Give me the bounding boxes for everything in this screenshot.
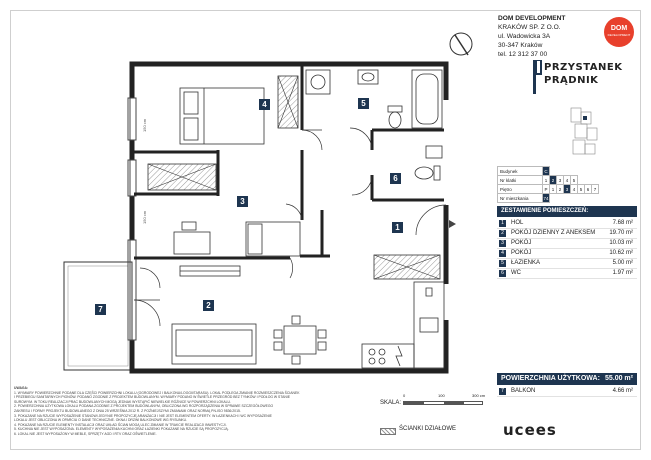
project-logo [532,58,632,98]
note-line: 6. LOKAL NIE JEST WYPOSAŻONY W MEBLE, SPRZĘTY AGD I RTV ORAZ OŚWIETLENIE. [14,431,157,436]
balcony-row [497,387,637,397]
scale-bar [403,401,483,405]
sofa [172,324,256,364]
info-cell: 7 [592,185,599,194]
notes-lines [14,391,370,437]
info-row-label: Nr klatki [498,176,543,185]
room-name: HOL [511,220,524,226]
note-line: I PRZEBIEGU SANITARNYCH PIONÓW. PODANO ZGODNIE Z PROJEKTEM BUDOWLANYM. WYMIARY PODANO W ŚWIETLE PRZEGRÓD BEZ TYNKÓW I PODŁOG W STANIE [14,395,291,400]
company-phone: tel. 12 312 37 00 [498,51,548,58]
note-line: SUROWYM. W TOKU REALIZACJI PRAC BUDOWLANYCH MOGĄ JEDNAK WYSTĄPIĆ NIEWIELKIE RÓŻNICE W POWIERZCHNI LOKALU. [14,399,231,404]
building-location-sketch [565,104,605,160]
logo-mark-icon [532,60,542,96]
info-cell: 2 [550,176,557,185]
dim-label: 150 cm [142,118,147,132]
room-number: 3 [499,240,506,247]
balcony-area [64,262,132,370]
company-city: 30-347 Kraków [498,42,543,49]
balcony-number: 7 [499,388,506,395]
electric-mark-icon [396,346,402,366]
info-cell: C [544,168,548,174]
wc-sink [426,146,442,158]
note-line: 2. POWIERZCHNIA UŻYTKOWA LOKALU PODANA ZGODNIE Z PROJEKTEM BUDOWLANYM, OBLICZONA WG ROZPORZĄDZENIA W SPRAWIE SZCZEGÓŁOWEGO [14,404,274,409]
room-area: 19.70 m² [609,230,633,236]
balcony-area-value: 4.66 m² [612,388,633,394]
note-line: 4. POKAZANE NA RZUCIE ELEMENTY INSTALACJI ORAZ UKŁAD ŚCIAN MOGĄ ULEC ZMIANIE W TRAKCIE REALIZACJI INWESTYCJI. [14,422,227,427]
bed-room3 [246,222,300,256]
info-row-label: Piętro [498,185,543,194]
scale-tick: 0 [403,393,406,398]
room-label-4: 4 [259,99,270,110]
company-street: ul. Wadowicka 3A [498,33,551,40]
bathtub [412,70,442,128]
note-line: 1. WYMIARY POWIERZCHNIE PODANE DLA CZĘŚCI POWIERZCHNI LOKALU (OGRODOWEJ I BALKONU/LOGGII/TARASU). LOKAL PODLEGA ZMIANIE ROZMIESZCZENIA ŚCIANEK [14,390,300,395]
entrance-arrow-icon [449,220,456,228]
washing-machine [306,70,330,94]
room-row [497,219,637,229]
info-cell: 1 [543,176,550,185]
room-number: 1 [499,220,506,227]
scale-tick: 100 [438,393,445,398]
info-row [498,194,599,203]
partition-wall-legend-icon [380,428,396,435]
info-row [498,167,599,176]
info-row-label: Budynek [498,167,543,176]
company-subname: KRAKÓW SP. Z O.O. [498,24,561,31]
note-line: 3. POKAZANE NA RZUCIE WYPOSAŻENIE STANOWI JEDYNIE PROPOZYCJĘ ARANŻACJI I NIE JEST ELEMENTEM OFERTY. W ŁAZIENKACH I WC WYPOSAŻENIE [14,413,272,418]
apartment-info-table [497,166,599,203]
room-number: 4 [499,250,506,257]
room-number: 2 [499,230,506,237]
room-label-6: 6 [390,173,401,184]
room-area: 10.03 m² [609,240,633,246]
scale-label: SKALA: [380,400,402,406]
room-name: POKÓJ DZIENNY Z ANEKSEM [511,230,596,236]
info-cell: 74 [543,195,549,201]
room-label-3: 3 [237,196,248,207]
info-row [498,185,599,194]
info-cell: 6 [585,185,592,194]
info-cell: 1 [550,185,557,194]
info-cell: 2 [557,185,564,194]
ucees-logo: ucees [503,421,557,439]
project-name-line1: PRZYSTANEK [544,62,623,73]
room-area: 7.68 m² [612,220,633,226]
total-area-value: 55.00 m² [604,375,633,382]
desk [174,222,210,254]
info-cell: 3 [564,185,571,194]
balcony-name: BALKON [511,388,536,394]
room-label-5: 5 [358,98,369,109]
note-line: LOKALU JEST OBLICZONA W OPARCIU O DANE TECHNICZNE. OKNA I DRZWI BALKONOWE WG RYSUNKU. [14,418,188,423]
room-row [497,229,637,239]
dom-logo [604,17,634,47]
room-label-7: 7 [95,304,106,315]
dim-label: 150 cm [142,210,147,224]
room-row [497,259,637,269]
notes-title: UWAGA: [14,386,29,390]
room-area: 1.97 m² [612,270,633,276]
dom-logo-text: DOM [610,25,628,32]
notes [14,386,370,437]
toilet [388,106,402,128]
room-row [497,269,637,279]
north-arrow-icon [450,33,472,55]
room-row [497,239,637,249]
info-cell: 4 [571,185,578,194]
wc-toilet [415,166,440,180]
info-row-label: Nr mieszkania [498,194,543,203]
kitchen-counter [362,282,444,368]
room-number: 5 [499,260,506,267]
info-row [498,176,599,185]
note-line: ZAKRESU I FORMY PROJEKTU BUDOWLANEGO Z DNIA 25 WRZEŚNIA 2012 R. Z POŹNIEJSZYMI ZMIANAMI ORAZ NORMĄ PN-ISO 9836:2015. [14,408,241,413]
room-label-2: 2 [203,300,214,311]
shelf [180,266,240,276]
bed [180,88,264,144]
room-row [497,249,637,259]
room-name: WC [511,270,521,276]
room-number: 6 [499,270,506,277]
note-line: 5. KUCHNIA NIE JEST WYPOSAŻONA. ELEMENTY WYPOSAŻENIA KUCHNI ORAZ ŁAZIENKI POKAZANE NA RZUCIE SĄ PROPOZYCJĄ. [14,427,229,432]
room-name: POKÓJ [511,240,532,246]
company-name: DOM DEVELOPMENT [498,15,566,22]
scale-tick: 300 cm [472,393,486,398]
room-name: POKÓJ [511,250,532,256]
info-cell: P [544,186,548,192]
dom-logo-sub: DEVELOPMENT [607,33,631,37]
info-cell: 5 [578,185,585,194]
room-area: 5.00 m² [612,260,633,266]
project-name-line2: PRĄDNIK [544,75,599,86]
info-cell: 5 [571,176,578,185]
total-area [497,373,637,385]
room-area: 10.62 m² [609,250,633,256]
legend-label: ŚCIANKI DZIAŁOWE [399,426,457,432]
rooms-heading: ZESTAWIENIE POMIESZCZEŃ: [497,206,637,217]
sink [358,70,378,84]
room-name: ŁAZIENKA [511,260,541,266]
info-cell: 4 [564,176,571,185]
total-area-label: POWIERZCHNIA UŻYTKOWA: [501,375,600,382]
dining-table [274,316,326,364]
info-cell: 3 [557,176,564,185]
room-label-1: 1 [392,222,403,233]
